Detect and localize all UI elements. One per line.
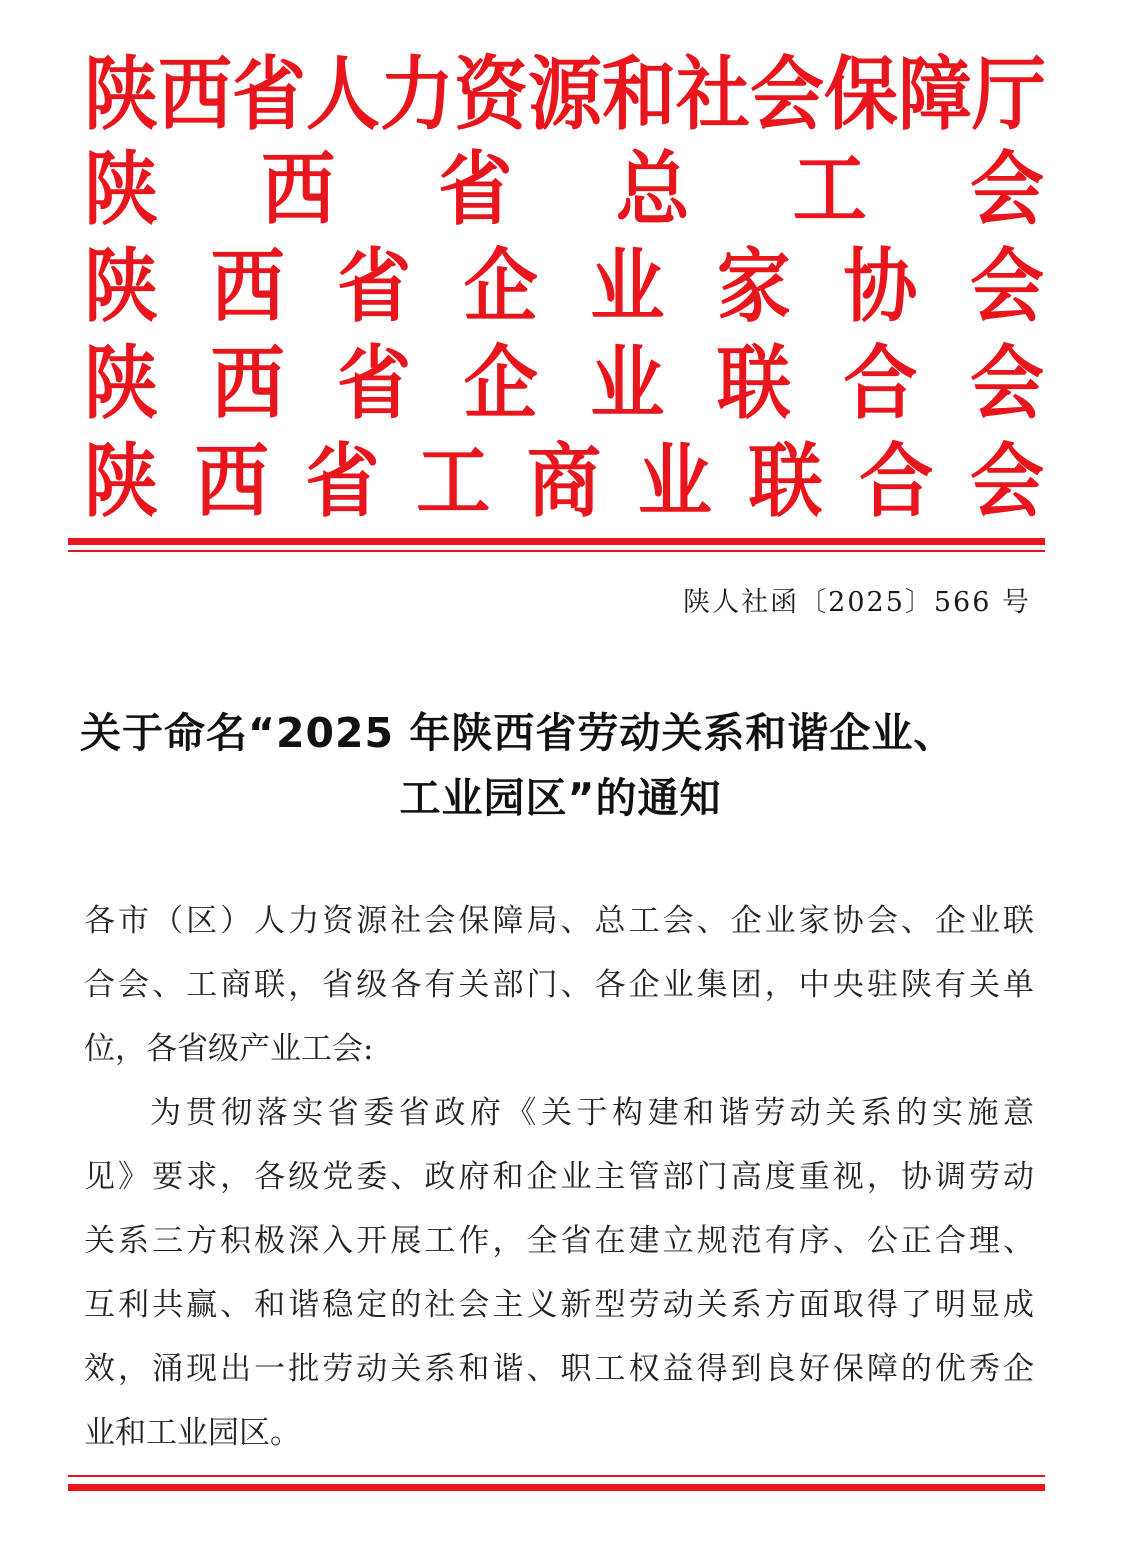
letterhead-character: 业 <box>590 337 665 431</box>
letterhead-row-entrepreneurs-association <box>84 242 1044 332</box>
document-number: 陕人社函〔2025〕566 号 <box>683 587 1031 618</box>
letterhead-row-enterprise-confederation <box>84 339 1044 429</box>
letterhead-character: 联 <box>748 435 823 529</box>
letterhead-character: 省 <box>337 337 412 431</box>
letterhead-character: 陕 <box>84 435 158 529</box>
letterhead-character: 保 <box>824 48 898 142</box>
letterhead-character: 厅 <box>972 48 1046 142</box>
paragraph-line: 见》要求，各级党委、政府和企业主管部门高度重视，协调劳动 <box>84 1159 1034 1195</box>
paragraph-line: 效，涌现出一批劳动关系和谐、职工权益得到良好保障的优秀企 <box>84 1351 1034 1387</box>
letterhead-row-federation-of-trade-unions <box>84 145 1044 235</box>
footer-divider-thin <box>68 1475 1045 1477</box>
letterhead-character: 协 <box>843 240 918 334</box>
letterhead-character: 业 <box>637 435 712 529</box>
letterhead-character: 障 <box>898 48 972 142</box>
letterhead-character: 合 <box>859 435 934 529</box>
letterhead-character: 力 <box>380 48 454 142</box>
letterhead-character: 西 <box>210 337 285 431</box>
salutation-line: 合会、工商联，省级各有关部门、各企业集团，中央驻陕有关单 <box>84 967 1034 1003</box>
letterhead-character: 人 <box>306 48 380 142</box>
letterhead-row-federation-of-industry-commerce <box>84 437 1044 527</box>
letterhead-character: 联 <box>716 337 791 431</box>
letterhead-character: 西 <box>158 48 232 142</box>
letterhead-divider-thick <box>68 538 1045 545</box>
letterhead-character: 陕 <box>84 240 158 334</box>
salutation-line: 位，各省级产业工会: <box>84 1031 374 1067</box>
paragraph-line: 为贯彻落实省委省政府《关于构建和谐劳动关系的实施意 <box>150 1095 1034 1131</box>
letterhead-character: 陕 <box>84 143 158 237</box>
letterhead-character: 会 <box>969 143 1044 237</box>
letterhead-character: 陕 <box>84 337 158 431</box>
letterhead-character: 省 <box>438 143 513 237</box>
letterhead-character: 资 <box>454 48 528 142</box>
letterhead-character: 西 <box>261 143 336 237</box>
footer-divider-thick <box>68 1484 1045 1491</box>
paragraph-line: 关系三方积极深入开展工作，全省在建立规范有序、公正合理、 <box>84 1223 1034 1259</box>
paragraph-line: 业和工业园区。 <box>84 1415 301 1451</box>
letterhead-character: 总 <box>615 143 690 237</box>
letterhead-character: 家 <box>716 240 791 334</box>
letterhead-character: 陕 <box>84 48 158 142</box>
document-title-line-2: 工业园区”的通知 <box>399 774 722 822</box>
letterhead-character: 西 <box>210 240 285 334</box>
letterhead-character: 省 <box>305 435 380 529</box>
letterhead-character: 合 <box>843 337 918 431</box>
letterhead-character: 会 <box>969 240 1044 334</box>
letterhead-character: 西 <box>194 435 269 529</box>
letterhead-character: 源 <box>528 48 602 142</box>
letterhead-character: 会 <box>969 337 1044 431</box>
letterhead-character: 工 <box>792 143 867 237</box>
letterhead-character: 工 <box>416 435 491 529</box>
letterhead-character: 和 <box>602 48 676 142</box>
paragraph-line: 互利共赢、和谐稳定的社会主义新型劳动关系方面取得了明显成 <box>84 1287 1034 1323</box>
letterhead-character: 商 <box>527 435 601 529</box>
letterhead-character: 业 <box>590 240 665 334</box>
letterhead-character: 社 <box>676 48 750 142</box>
letterhead-character: 会 <box>750 48 824 142</box>
salutation-line: 各市（区）人力资源社会保障局、总工会、企业家协会、企业联 <box>84 903 1034 939</box>
letterhead-character: 省 <box>232 48 306 142</box>
letterhead-character: 企 <box>463 337 538 431</box>
letterhead-character: 企 <box>463 240 538 334</box>
document-title-line-1: 关于命名“2025 年陕西省劳动关系和谐企业、 <box>80 709 956 757</box>
letterhead-divider-thin <box>68 550 1045 552</box>
letterhead-row-hrss-department <box>84 50 1044 140</box>
letterhead-character: 会 <box>970 435 1044 529</box>
letterhead-character: 省 <box>337 240 412 334</box>
